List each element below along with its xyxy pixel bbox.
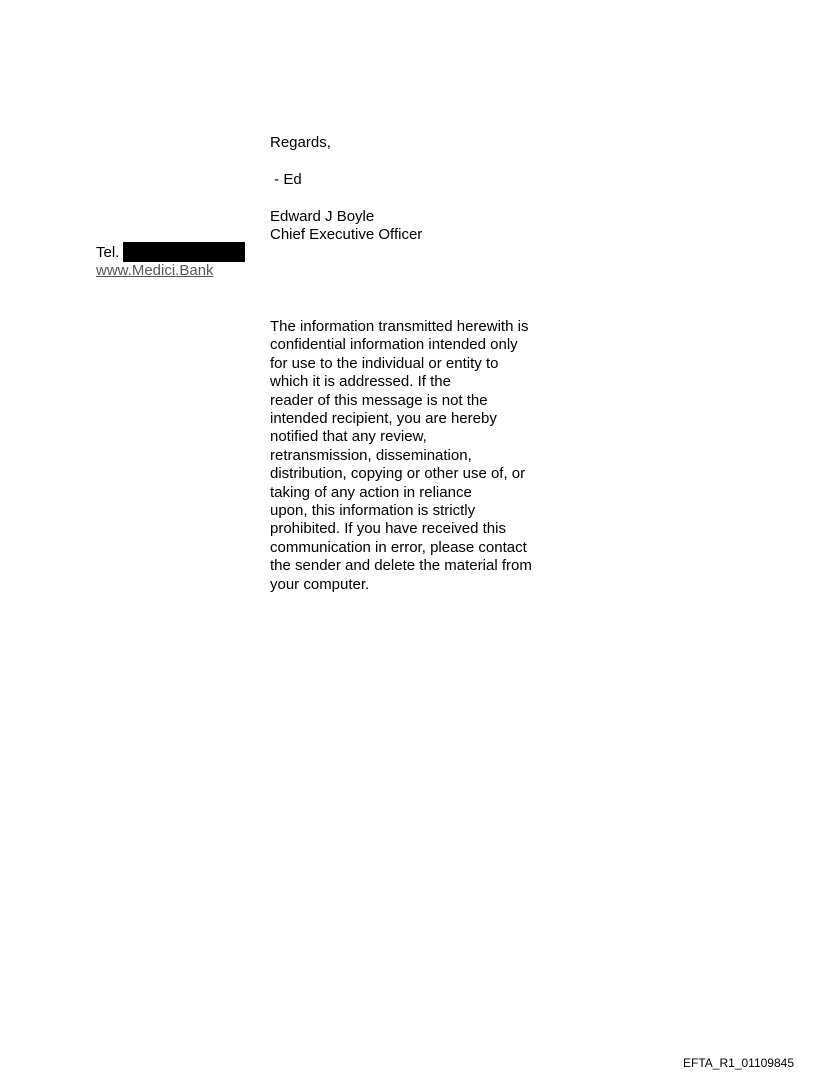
disclaimer-line: retransmission, dissemination,: [270, 446, 472, 464]
confidentiality-disclaimer: [270, 318, 570, 594]
disclaimer-line: reader of this message is not the: [270, 391, 488, 409]
telephone-row: [96, 244, 245, 262]
disclaimer-line: notified that any review,: [270, 428, 427, 446]
disclaimer-line: your computer.: [270, 575, 370, 593]
telephone-label: Tel.: [96, 244, 120, 261]
disclaimer-line: prohibited. If you have received this: [270, 520, 506, 538]
closing-regards: Regards,: [270, 134, 331, 151]
disclaimer-line: intended recipient, you are hereby: [270, 410, 497, 428]
bates-number: EFTA_R1_01109845: [683, 1056, 794, 1070]
disclaimer-line: confidential information intended only: [270, 336, 518, 354]
telephone-redaction: [123, 242, 245, 262]
disclaimer-line: communication in error, please contact: [270, 538, 527, 556]
disclaimer-line: the sender and delete the material from: [270, 557, 532, 575]
website-link[interactable]: www.Medici.Bank: [96, 262, 214, 279]
disclaimer-line: taking of any action in reliance: [270, 483, 472, 501]
disclaimer-line: which it is addressed. If the: [270, 373, 451, 391]
disclaimer-line: distribution, copying or other use of, or: [270, 465, 526, 483]
disclaimer-line: upon, this information is strictly: [270, 502, 476, 520]
closing-signoff: - Ed: [270, 171, 302, 188]
disclaimer-line: The information transmitted herewith is: [270, 318, 529, 335]
sender-job-title: Chief Executive Officer: [270, 226, 423, 243]
sender-name: Edward J Boyle: [270, 208, 375, 225]
disclaimer-line: for use to the individual or entity to: [270, 354, 499, 372]
